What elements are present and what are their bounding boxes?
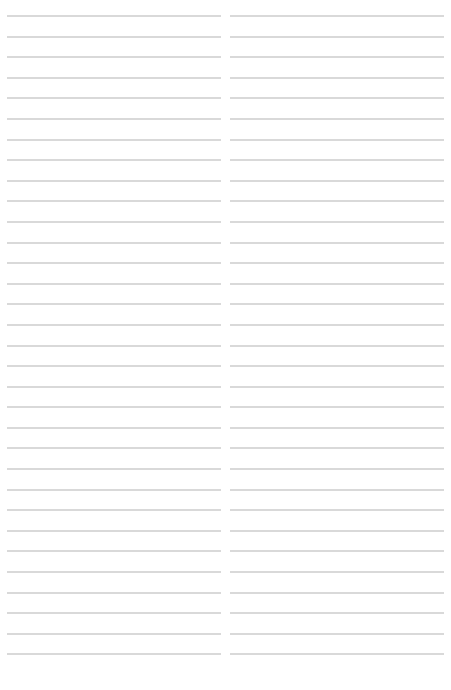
text-line-placeholder	[230, 418, 444, 439]
text-line-placeholder	[7, 336, 221, 357]
text-line-placeholder	[7, 603, 221, 624]
text-line-placeholder	[230, 294, 444, 315]
text-line-placeholder	[7, 294, 221, 315]
text-line-placeholder	[230, 109, 444, 130]
text-line-placeholder	[7, 583, 221, 604]
text-line-placeholder	[230, 541, 444, 562]
text-line-placeholder	[230, 624, 444, 645]
text-line-placeholder	[7, 88, 221, 109]
text-line-placeholder	[7, 562, 221, 583]
text-line-placeholder	[7, 500, 221, 521]
text-line-placeholder	[7, 47, 221, 68]
text-line-placeholder	[230, 150, 444, 171]
text-line-placeholder	[230, 88, 444, 109]
text-line-placeholder	[230, 233, 444, 254]
text-line-placeholder	[230, 644, 444, 665]
text-line-placeholder	[230, 583, 444, 604]
text-line-placeholder	[230, 438, 444, 459]
text-line-placeholder	[7, 68, 221, 89]
text-line-placeholder	[230, 47, 444, 68]
text-line-placeholder	[7, 274, 221, 295]
text-line-placeholder	[230, 480, 444, 501]
text-line-placeholder	[230, 356, 444, 377]
text-line-placeholder	[7, 253, 221, 274]
text-line-placeholder	[230, 212, 444, 233]
text-line-placeholder	[230, 521, 444, 542]
text-line-placeholder	[7, 397, 221, 418]
text-line-placeholder	[230, 377, 444, 398]
text-line-placeholder	[7, 6, 221, 27]
right-column	[230, 6, 444, 684]
text-line-placeholder	[7, 624, 221, 645]
text-line-placeholder	[230, 130, 444, 151]
text-line-placeholder	[230, 562, 444, 583]
text-line-placeholder	[7, 27, 221, 48]
text-line-placeholder	[7, 459, 221, 480]
text-line-placeholder	[230, 315, 444, 336]
text-line-placeholder	[230, 68, 444, 89]
text-line-placeholder	[7, 233, 221, 254]
text-line-placeholder	[7, 212, 221, 233]
text-line-placeholder	[7, 480, 221, 501]
text-line-placeholder	[230, 459, 444, 480]
text-line-placeholder	[230, 603, 444, 624]
left-column	[7, 6, 221, 684]
text-line-placeholder	[7, 356, 221, 377]
text-line-placeholder	[230, 6, 444, 27]
text-line-placeholder	[230, 336, 444, 357]
text-line-placeholder	[230, 500, 444, 521]
text-line-placeholder	[7, 541, 221, 562]
text-line-placeholder	[230, 253, 444, 274]
text-line-placeholder	[7, 109, 221, 130]
text-line-placeholder	[230, 397, 444, 418]
text-line-placeholder	[7, 644, 221, 665]
column-gutter	[225, 6, 226, 684]
text-line-placeholder	[7, 315, 221, 336]
text-line-placeholder	[7, 130, 221, 151]
text-line-placeholder	[7, 521, 221, 542]
text-line-placeholder	[7, 171, 221, 192]
text-line-placeholder	[7, 377, 221, 398]
text-line-placeholder	[230, 274, 444, 295]
text-line-placeholder	[230, 27, 444, 48]
text-line-placeholder	[7, 150, 221, 171]
text-line-placeholder	[7, 418, 221, 439]
text-line-placeholder	[7, 191, 221, 212]
text-line-placeholder	[7, 438, 221, 459]
text-line-placeholder	[230, 191, 444, 212]
text-line-placeholder	[230, 171, 444, 192]
